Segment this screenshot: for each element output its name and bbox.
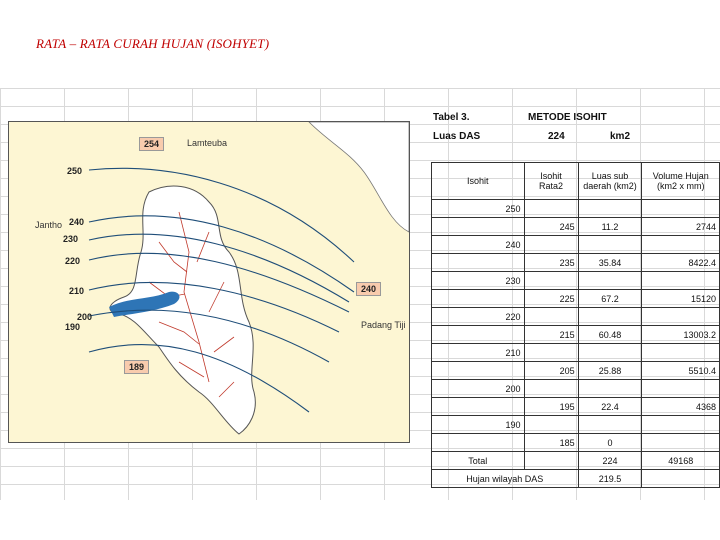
- rain-value: 219.5: [578, 470, 642, 488]
- cell-luas: 60.48: [578, 326, 642, 344]
- cell-isohit: [432, 362, 525, 380]
- table-header-row: [432, 163, 720, 200]
- cell-volume: [642, 236, 720, 254]
- cell-isohit-rata2: 185: [524, 434, 578, 452]
- cell-isohit: 190: [432, 416, 525, 434]
- area-unit: km2: [610, 131, 631, 142]
- cell-luas: 67.2: [578, 290, 642, 308]
- cell-isohit: [432, 398, 525, 416]
- table-row: [432, 200, 720, 218]
- cell-isohit: 220: [432, 308, 525, 326]
- cell-volume: 8422.4: [642, 254, 720, 272]
- total-label: Total: [432, 452, 525, 470]
- cell-isohit: 210: [432, 344, 525, 362]
- table-row: [432, 272, 720, 290]
- cell-isohit: 240: [432, 236, 525, 254]
- isohyet-map: [8, 121, 410, 443]
- station-label-padang-tiji: Padang Tiji: [361, 320, 406, 330]
- rain-row: [432, 470, 720, 488]
- table-row: [432, 254, 720, 272]
- cell-volume: [642, 416, 720, 434]
- cell-volume: [642, 200, 720, 218]
- table-row: [432, 434, 720, 452]
- table-caption: Tabel 3.: [433, 112, 470, 123]
- cell-isohit-rata2: 235: [524, 254, 578, 272]
- cell-volume: [642, 308, 720, 326]
- box-label-189: 189: [124, 360, 149, 374]
- cell-volume: 4368: [642, 398, 720, 416]
- total-area: 224: [578, 452, 642, 470]
- cell-volume: 15120: [642, 290, 720, 308]
- isohyet-label: 220: [65, 256, 81, 266]
- table-row: [432, 308, 720, 326]
- cell-isohit-rata2: [524, 380, 578, 398]
- cell-luas: [578, 200, 642, 218]
- station-label-lamteuba: Lamteuba: [187, 138, 228, 148]
- cell-isohit: [432, 434, 525, 452]
- rain-empty: [642, 470, 720, 488]
- table-row: [432, 380, 720, 398]
- cell-volume: 13003.2: [642, 326, 720, 344]
- isohyet-label: 240: [69, 217, 85, 227]
- cell-isohit: 230: [432, 272, 525, 290]
- isohyet-table: [431, 162, 720, 488]
- table-method: METODE ISOHIT: [528, 112, 607, 123]
- cell-luas: 11.2: [578, 218, 642, 236]
- table-row: [432, 218, 720, 236]
- table-row: [432, 416, 720, 434]
- area-label: Luas DAS: [433, 131, 481, 142]
- cell-luas: [578, 380, 642, 398]
- isohyet-label: 210: [69, 286, 85, 296]
- cell-luas: [578, 272, 642, 290]
- cell-volume: [642, 380, 720, 398]
- col-header-isohit-rata2: Isohit Rata2: [524, 163, 578, 200]
- box-label-254: 254: [139, 137, 164, 151]
- table-row: [432, 290, 720, 308]
- cell-isohit-rata2: [524, 308, 578, 326]
- total-row: [432, 452, 720, 470]
- cell-isohit: 200: [432, 380, 525, 398]
- cell-volume: [642, 272, 720, 290]
- rain-label: Hujan wilayah DAS: [432, 470, 579, 488]
- cell-isohit-rata2: 215: [524, 326, 578, 344]
- total-empty: [524, 452, 578, 470]
- cell-isohit: [432, 326, 525, 344]
- cell-volume: [642, 434, 720, 452]
- cell-isohit-rata2: 195: [524, 398, 578, 416]
- col-header-isohit: Isohit: [432, 163, 525, 200]
- cell-isohit-rata2: 225: [524, 290, 578, 308]
- slide-title: RATA – RATA CURAH HUJAN (ISOHYET): [36, 36, 270, 51]
- cell-luas: 22.4: [578, 398, 642, 416]
- cell-isohit-rata2: [524, 272, 578, 290]
- cell-isohit: 250: [432, 200, 525, 218]
- cell-isohit: [432, 290, 525, 308]
- cell-isohit: [432, 218, 525, 236]
- cell-luas: 0: [578, 434, 642, 452]
- isohyet-label: 250: [67, 166, 83, 176]
- table-row: [432, 326, 720, 344]
- cell-luas: [578, 344, 642, 362]
- cell-isohit: [432, 254, 525, 272]
- area-value: 224: [548, 131, 565, 142]
- total-volume: 49168: [642, 452, 720, 470]
- cell-luas: 25.88: [578, 362, 642, 380]
- table-row: [432, 362, 720, 380]
- table-row: [432, 398, 720, 416]
- cell-luas: [578, 416, 642, 434]
- isohyet-label: 200: [77, 312, 93, 322]
- isohyet-label: 230: [63, 234, 79, 244]
- col-header-luas: Luas sub daerah (km2): [578, 163, 642, 200]
- isohyet-label: 190: [65, 322, 81, 332]
- cell-volume: [642, 344, 720, 362]
- cell-isohit-rata2: [524, 344, 578, 362]
- cell-volume: 5510.4: [642, 362, 720, 380]
- station-label-jantho: Jantho: [35, 220, 63, 230]
- cell-luas: 35.84: [578, 254, 642, 272]
- cell-isohit-rata2: [524, 236, 578, 254]
- table-row: [432, 236, 720, 254]
- cell-isohit-rata2: [524, 416, 578, 434]
- cell-luas: [578, 236, 642, 254]
- cell-isohit-rata2: 245: [524, 218, 578, 236]
- box-label-240: 240: [356, 282, 381, 296]
- cell-volume: 2744: [642, 218, 720, 236]
- col-header-volume: Volume Hujan (km2 x mm): [642, 163, 720, 200]
- table-row: [432, 344, 720, 362]
- cell-luas: [578, 308, 642, 326]
- cell-isohit-rata2: [524, 200, 578, 218]
- cell-isohit-rata2: 205: [524, 362, 578, 380]
